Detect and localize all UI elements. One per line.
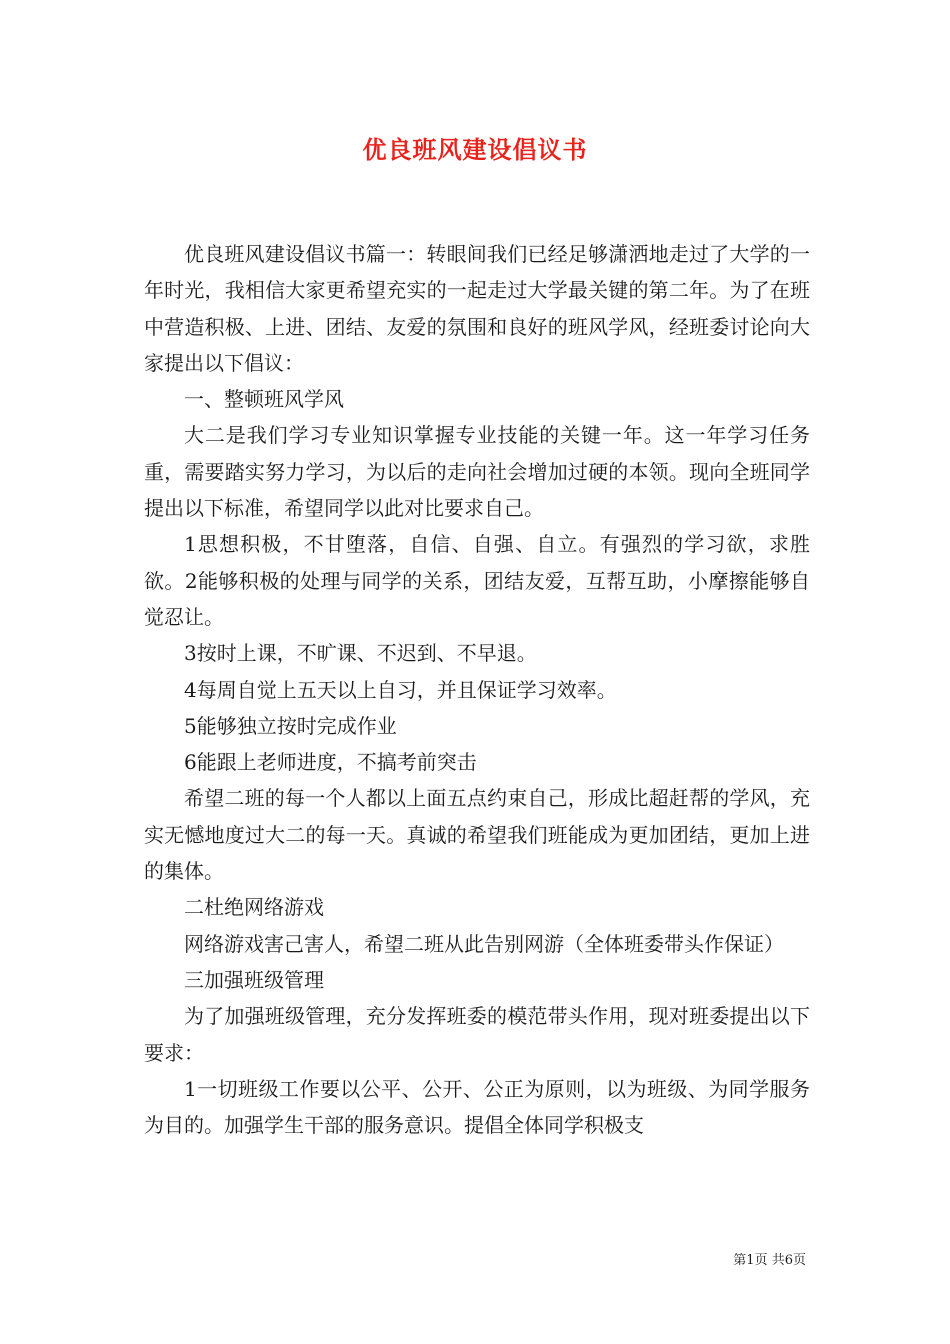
heading-section-3: 三加强班级管理	[184, 967, 324, 992]
footer-prefix: 第	[733, 1253, 747, 1268]
list-item-3: 3按时上课，不旷课、不迟到、不早退。	[184, 641, 537, 666]
heading-section-1: 一、整顿班风学风	[184, 387, 344, 412]
paragraph-intro: 优良班风建设倡议书篇一：转眼间我们已经足够潇洒地走过了大学的一年时光，我相信大家更希望充实的一起走过大学最关键的第二年。为了在班中营造积极、上进、团结、友爱的氛围和良好的班风学风，经班委讨论向大家提出以下倡议：	[144, 242, 810, 375]
paragraph-section-3-intro: 为了加强班级管理，充分发挥班委的模范带头作用，现对班委提出以下要求：	[144, 1004, 810, 1065]
heading-section-2: 二杜绝网络游戏	[184, 895, 324, 920]
list-item-1-2: 1思想积极，不甘堕落，自信、自强、自立。有强烈的学习欲，求胜欲。2能够积极的处理与同学的关系，团结友爱，互帮互助，小摩擦能够自觉忍让。	[144, 532, 810, 629]
list-item-4: 4每周自觉上五天以上自习，并且保证学习效率。	[184, 677, 617, 702]
document-body	[144, 236, 810, 1143]
list-item-6: 6能跟上老师进度，不搞考前突击	[184, 750, 477, 775]
footer-current-page: 1	[746, 1253, 755, 1268]
document-title: 优良班风建设倡议书	[362, 135, 588, 164]
paragraph-section-1-intro: 大二是我们学习专业知识掌握专业技能的关键一年。这一年学习任务重，需要踏实努力学习，为以后的走向社会增加过硬的本领。现向全班同学提出以下标准，希望同学以此对比要求自己。	[144, 423, 810, 521]
footer-suffix: 页	[792, 1253, 806, 1268]
paragraph-section-1-summary: 希望二班的每一个人都以上面五点约束自己，形成比超赶帮的学风，充实无憾地度过大二的每一天。真诚的希望我们班能成为更加团结，更加上进的集体。	[144, 786, 810, 884]
list-item-5: 5能够独立按时完成作业	[184, 713, 397, 738]
footer-middle: 页 共	[754, 1253, 785, 1268]
page-footer	[733, 1249, 806, 1268]
list-item-section-3-1: 1一切班级工作要以公平、公开、公正为原则，以为班级、为同学服务为目的。加强学生干部的服务意识。提倡全体同学积极支	[144, 1076, 810, 1138]
footer-total-pages: 6	[784, 1253, 793, 1268]
paragraph-section-2: 网络游戏害己害人，希望二班从此告别网游（全体班委带头作保证）	[184, 931, 784, 956]
